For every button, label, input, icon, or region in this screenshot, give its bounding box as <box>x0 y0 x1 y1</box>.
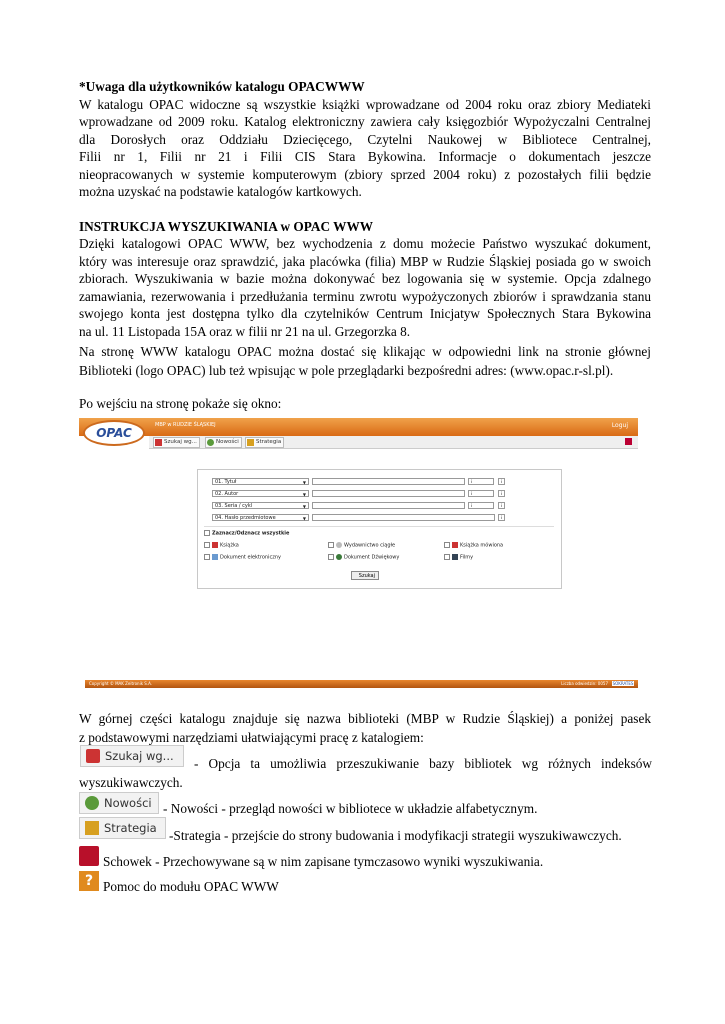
nowosci-button-image <box>79 792 159 814</box>
field-select[interactable] <box>212 478 309 485</box>
notice-line: można uzyskać na podstawie katalogów kartkowych. <box>79 184 362 199</box>
toolbar-strategy-button[interactable] <box>245 437 284 448</box>
notice-line: Filii nr 1, Filii nr 21 i Filii CIS Stara Bykowina. Informacje o dokumentach jeszcze <box>79 149 651 164</box>
chevron-down-icon: ▼ <box>302 516 306 521</box>
checkbox <box>204 542 210 548</box>
strategia-button-image <box>79 817 166 839</box>
film-icon <box>452 554 458 560</box>
document-body <box>79 78 651 413</box>
toolbar-news-button[interactable] <box>205 437 242 448</box>
search-form <box>197 469 562 589</box>
instructions-line: który was interesuje oraz sprawdzić, jaka placówka (filia) MBP w Rudzie Śląskiej posiada go w swoich <box>79 253 651 269</box>
toolbar-search-label: Szukaj wg... <box>164 439 197 445</box>
copyright-text: Copyright © MAK Zeitronik S.A. <box>89 681 153 686</box>
search-tabs <box>197 460 395 469</box>
instructions-line: swojego konta jest dostępna tylko dla czytelników Centrum Inicjatyw Społecznych Stara Bykowina <box>79 306 651 321</box>
info-icon[interactable]: i <box>498 478 505 485</box>
operator-select[interactable]: i <box>468 490 494 497</box>
login-link[interactable]: Loguj <box>611 422 628 429</box>
checkbox <box>444 554 450 560</box>
szukaj-description-cont: wyszukiwawczych. <box>79 775 183 790</box>
divider <box>204 526 554 527</box>
info-icon[interactable]: i <box>498 514 505 521</box>
serial-icon <box>336 542 342 548</box>
library-name: MBP w RUDZIE ŚLĄSKIEJ <box>155 422 216 428</box>
news-icon <box>85 796 99 810</box>
type-label: Dokument Dźwiękowy <box>344 554 400 561</box>
toolbar-strategy-label: Strategia <box>256 439 282 445</box>
checkbox <box>204 554 210 560</box>
type-label: Wydawnictwo ciągłe <box>344 542 396 549</box>
opac-logo[interactable]: OPAC <box>83 420 145 446</box>
instructions-line: na ul. 11 Listopada 15A oraz w filii nr 21 na ul. Grzegorzka 8. <box>79 323 411 339</box>
info-icon[interactable]: i <box>498 490 505 497</box>
type-checkbox-audiobook[interactable] <box>444 542 503 550</box>
type-checkbox-book[interactable] <box>204 542 239 550</box>
toolbar-news-label: Nowości <box>216 439 239 445</box>
operator-select[interactable]: i <box>468 478 494 485</box>
notice-heading: *Uwaga dla użytkowników katalogu OPACWWW <box>79 79 365 94</box>
book-icon <box>212 542 218 548</box>
opac-screenshot <box>79 418 638 690</box>
window-intro: Po wejściu na stronę pokaże się okno: <box>79 396 282 411</box>
notice-line: wprowadzane od 2009 roku. Katalog elektroniczny zawiera cały księgozbiór Wypożyczalni Centralnej <box>79 114 651 129</box>
szukaj-wg-button-image <box>80 745 184 767</box>
type-checkbox-electronic[interactable] <box>204 554 281 562</box>
instructions-line: zamawiania, rezerwowania i przedłużania terminu zwrotu wypożyczonych zbiorów i sprawdzania stanu <box>79 288 651 304</box>
field-select-value: 03. Seria / cykl <box>215 503 253 509</box>
notice-line: dla Dorosłych oraz Oddziału Dziecięcego, Czytelni Naukowej w Bibliotece Centralnej, <box>79 131 651 147</box>
opac-footer <box>85 680 638 688</box>
checkbox <box>444 542 450 548</box>
electronic-document-icon <box>212 554 218 560</box>
chevron-down-icon: ▼ <box>302 504 306 509</box>
type-label: Dokument elektroniczny <box>220 554 281 561</box>
search-icon <box>155 439 162 446</box>
audiobook-icon <box>452 542 458 548</box>
type-label: Filmy <box>460 554 474 561</box>
checkbox <box>204 530 210 536</box>
search-input[interactable] <box>312 502 465 509</box>
type-checkbox-sound[interactable] <box>328 554 399 562</box>
type-checkbox-films[interactable] <box>444 554 473 562</box>
type-label: Książka <box>220 542 239 549</box>
info-icon[interactable]: i <box>498 502 505 509</box>
instructions-line: zbiorach. Wyszukiwania w bazie można dokonywać bez logowania się w systemie. Opcja zdalnego <box>79 271 651 286</box>
chevron-down-icon: ▼ <box>302 480 306 485</box>
toolbar-search-button[interactable] <box>153 437 200 448</box>
toolbar-intro <box>79 709 651 747</box>
strategy-icon <box>247 439 254 446</box>
strategia-label: Strategia <box>104 821 157 835</box>
operator-select[interactable]: i <box>468 502 494 509</box>
field-select[interactable] <box>212 514 309 521</box>
clipboard-icon[interactable] <box>625 438 632 445</box>
select-all-label: Zaznacz/Odznacz wszystkie <box>212 530 290 537</box>
nowosci-label: Nowości <box>104 796 152 810</box>
strategia-description: -Strategia - przejście do strony budowania i modyfikacji strategii wyszukiwawczych. <box>169 828 622 843</box>
field-select-value: 04. Hasło przedmiotowe <box>215 515 276 521</box>
search-input[interactable] <box>312 490 465 497</box>
clipboard-icon <box>79 846 99 866</box>
schowek-description: Schowek - Przechowywane są w nim zapisane tymczasowo wyniki wyszukiwania. <box>103 854 544 869</box>
search-icon <box>86 749 100 763</box>
szukaj-wg-label: Szukaj wg... <box>105 749 174 763</box>
opac-toolbar <box>149 436 638 449</box>
notice-line: nieopracowanych w systemie komputerowym (zbiory sprzed 2004 roku) z pozostałych filii będzie <box>79 166 651 182</box>
help-icon: ? <box>79 871 99 891</box>
strategy-icon <box>85 821 99 835</box>
field-select[interactable] <box>212 502 309 509</box>
sound-document-icon <box>336 554 342 560</box>
access-line: Biblioteki (logo OPAC) lub też wpisując w pole przeglądarki bezpośredni adres: (www.opac.r-sl.pl). <box>79 363 614 378</box>
search-input[interactable] <box>312 514 495 521</box>
visit-counter: Liczba odwiedzin: 0057 <box>561 681 608 686</box>
nowosci-description: - Nowości - przegląd nowości w bibliotece w układzie alfabetycznym. <box>163 801 538 816</box>
type-checkbox-serial[interactable] <box>328 542 395 550</box>
field-select-value: 02. Autor <box>215 491 239 497</box>
checkbox <box>328 542 334 548</box>
chevron-down-icon: ▼ <box>302 492 306 497</box>
instructions-line: Dzięki katalogowi OPAC WWW, bez wychodzenia z domu możecie Państwo wyszukać dokument, <box>79 236 651 251</box>
help-description: Pomoc do modułu OPAC WWW <box>103 879 279 894</box>
field-select[interactable] <box>212 490 309 497</box>
toolbar-intro-line: z podstawowymi narzędziami ułatwiającymi pracę z katalogiem: <box>79 730 424 745</box>
search-input[interactable] <box>312 478 465 485</box>
access-line: Na stronę WWW katalogu OPAC można dostać się klikając w odpowiedni link na stronie głównej <box>79 344 651 359</box>
opac-header-bar <box>79 418 638 436</box>
notice-line: W katalogu OPAC widoczne są wszystkie książki wprowadzane od 2004 roku oraz zbiory Mediateki <box>79 96 651 112</box>
select-all-checkbox[interactable] <box>204 530 289 538</box>
type-label: Książka mówiona <box>460 542 504 549</box>
search-submit-button[interactable]: Szukaj <box>351 571 379 580</box>
toolbar-intro-line: W górnej części katalogu znajduje się nazwa biblioteki (MBP w Rudzie Śląskiej) a poniżej pasek <box>79 711 651 726</box>
checkbox <box>328 554 334 560</box>
field-select-value: 01. Tytuł <box>215 479 237 485</box>
sokrates-logo: SOKRATES <box>612 681 634 686</box>
instructions-heading: INSTRUKCJA WYSZUKIWANIA w OPAC WWW <box>79 218 374 234</box>
szukaj-description: - Opcja ta umożliwia przeszukiwanie bazy bibliotek wg różnych indeksów <box>194 756 652 771</box>
news-icon <box>207 439 214 446</box>
